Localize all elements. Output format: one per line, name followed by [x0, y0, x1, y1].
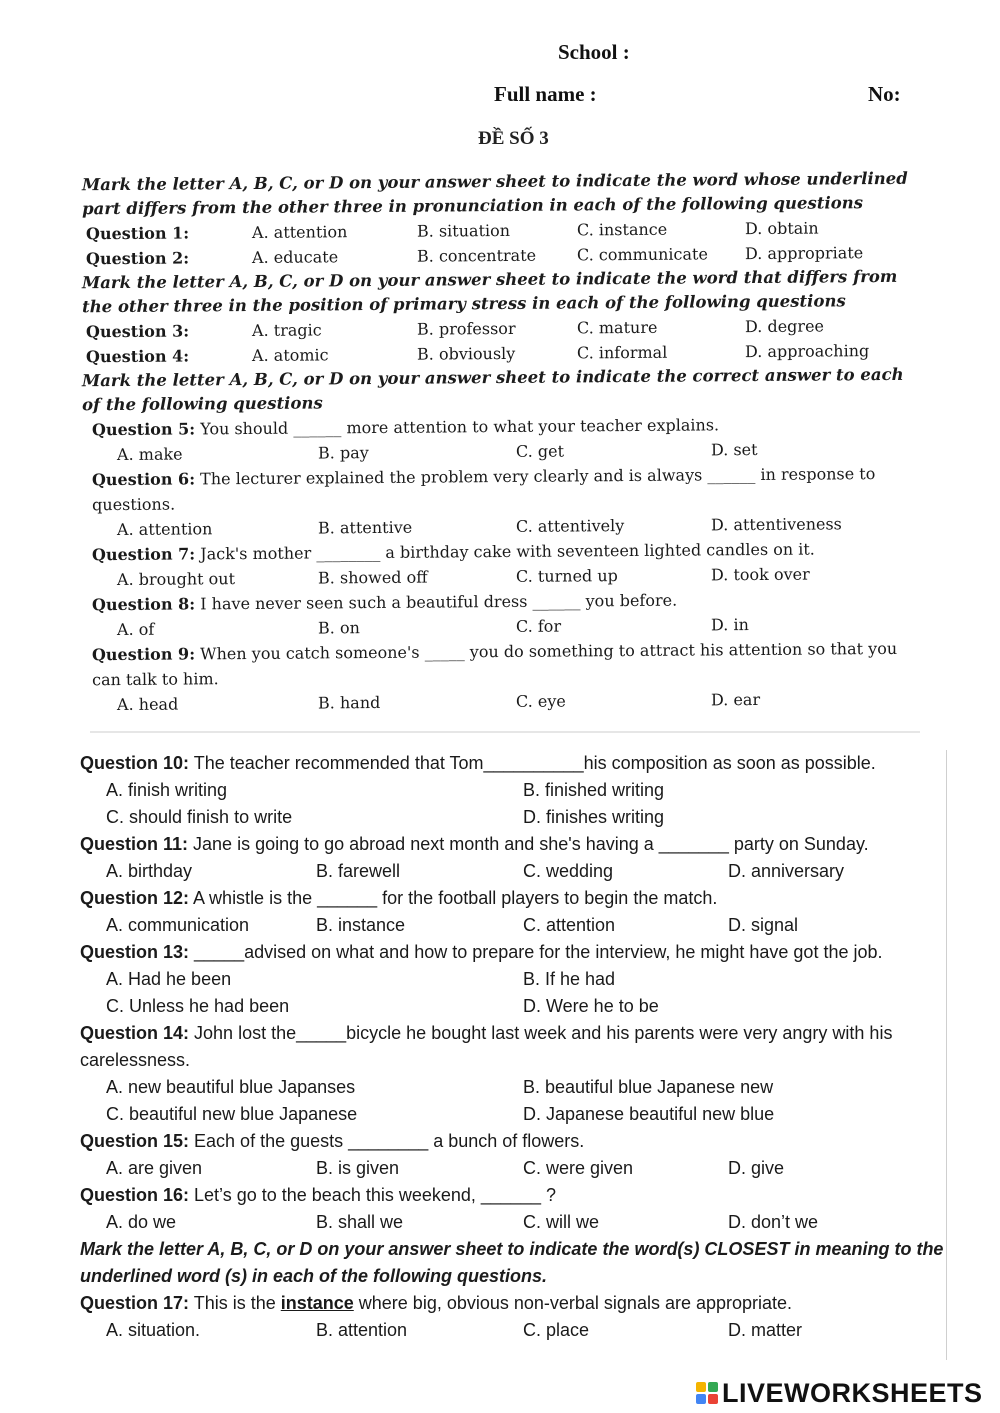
option-b[interactable]: B. concentrate	[416, 245, 537, 266]
question-label: Question 9:	[91, 644, 196, 665]
question-13-options-cd	[80, 993, 948, 1020]
question-text: The lecturer explained the problem very clearly and is always ______ in response to questions.	[92, 464, 876, 515]
question-17	[80, 1290, 948, 1317]
option-c[interactable]: C. will we	[523, 1212, 600, 1232]
question-label: Question 2:	[85, 248, 190, 269]
option-d[interactable]: D. give	[728, 1158, 785, 1178]
question-label: Question 10:	[80, 753, 190, 773]
option-c[interactable]: C. wedding	[523, 861, 614, 881]
question-6	[82, 461, 922, 518]
instruction-stress: Mark the letter A, B, C, or D on your answer sheet to indicate the word that differs from the other three in the position of primary stress in each of the following questions	[81, 266, 898, 317]
question-label: Question 1:	[85, 223, 190, 244]
question-label: Question 16:	[80, 1185, 190, 1205]
question-11-options	[80, 858, 948, 885]
option-c[interactable]: C. should finish to write	[106, 807, 293, 827]
option-c[interactable]: C. communicate	[576, 244, 708, 265]
option-d[interactable]: D. degree	[744, 316, 825, 337]
option-d[interactable]: D. Were he to be	[523, 996, 659, 1016]
question-label: Question 5:	[91, 419, 196, 440]
option-c[interactable]: C. Unless he had been	[106, 996, 290, 1016]
option-b[interactable]: B. showed off	[317, 567, 428, 588]
question-text: John lost the_____bicycle he bought last week and his parents were very angry with his carelessness.	[80, 1023, 893, 1070]
option-b[interactable]: B. shall we	[316, 1212, 404, 1232]
question-label: Question 12:	[80, 888, 190, 908]
option-b[interactable]: B. If he had	[523, 969, 616, 989]
question-15-options	[80, 1155, 948, 1182]
question-text: When you catch someone's _____ you do something to attract his attention so that you can talk to him.	[92, 638, 898, 690]
question-14	[80, 1020, 948, 1074]
page-title: ĐỀ SỐ 3	[478, 128, 549, 149]
option-d[interactable]: D. set	[710, 439, 758, 460]
option-d[interactable]: D. in	[710, 615, 749, 635]
question-label: Question 15:	[80, 1131, 190, 1151]
option-c[interactable]: C. place	[523, 1320, 590, 1340]
option-b[interactable]: B. obviously	[416, 343, 516, 364]
question-label: Question 8:	[91, 594, 196, 615]
option-a[interactable]: A. are given	[106, 1158, 203, 1178]
worksheet-part2	[80, 750, 948, 1344]
question-15	[80, 1128, 948, 1155]
option-b[interactable]: B. is given	[316, 1158, 400, 1178]
brand-name: LIVEWORKSHEETS	[722, 1377, 983, 1408]
option-a[interactable]: A. attention	[116, 519, 213, 540]
question-text: Jane is going to go abroad next month and she's having a _______ party on Sunday.	[188, 834, 869, 854]
question-label: Question 11:	[80, 834, 189, 854]
option-a[interactable]: A. tragic	[251, 320, 322, 340]
option-b[interactable]: B. farewell	[316, 861, 401, 881]
option-c[interactable]: C. mature	[576, 317, 658, 338]
option-d[interactable]: D. signal	[728, 915, 799, 935]
option-a[interactable]: A. of	[116, 619, 155, 640]
question-label: Question 7:	[91, 544, 196, 565]
underlined-word: instance	[280, 1293, 354, 1313]
option-b[interactable]: B. instance	[316, 915, 406, 935]
logo-square-red	[708, 1394, 718, 1404]
question-10-options-ab	[80, 777, 948, 804]
question-text: I have never seen such a beautiful dress ______ you before.	[195, 590, 678, 614]
question-16-options	[80, 1209, 948, 1236]
option-a[interactable]: A. make	[116, 444, 183, 465]
question-10	[80, 750, 948, 777]
option-d[interactable]: D. finishes writing	[523, 807, 665, 827]
instruction-correct-answer: Mark the letter A, B, C, or D on your answer sheet to indicate the correct answer to each of the following questions	[81, 364, 904, 415]
logo-square-green	[708, 1382, 718, 1392]
question-11	[80, 831, 948, 858]
question-text: This is the	[189, 1293, 281, 1313]
option-b[interactable]: B. finished writing	[523, 780, 665, 800]
option-d[interactable]: D. obtain	[744, 218, 819, 239]
question-text: The teacher recommended that Tom__________his composition as soon as possible.	[189, 753, 876, 773]
option-d[interactable]: D. approaching	[744, 341, 870, 362]
option-d[interactable]: D. appropriate	[744, 243, 864, 264]
question-text: A whistle is the ______ for the football players to begin the match.	[189, 888, 718, 908]
option-a[interactable]: A. atomic	[251, 345, 329, 365]
instruction-pronunciation: Mark the letter A, B, C, or D on your answer sheet to indicate the word whose underlined part differs from the other three in pronunciation in each of the following questions	[81, 168, 908, 219]
option-c[interactable]: C. informal	[576, 342, 668, 363]
option-a[interactable]: A. attention	[251, 222, 348, 242]
school-label: School :	[558, 40, 630, 64]
question-16	[80, 1182, 948, 1209]
option-b[interactable]: B. hand	[317, 692, 381, 713]
option-d[interactable]: D. attentiveness	[710, 514, 842, 535]
option-a[interactable]: A. Had he been	[106, 969, 232, 989]
question-text: You should ______ more attention to what your teacher explains.	[195, 415, 720, 439]
question-label: Question 4:	[85, 346, 190, 367]
option-b[interactable]: B. attentive	[317, 517, 413, 538]
worksheet-part1	[82, 170, 922, 714]
option-d[interactable]: D. anniversary	[728, 861, 845, 881]
option-a[interactable]: A. head	[116, 694, 179, 715]
question-17-options	[80, 1317, 948, 1344]
option-b[interactable]: B. on	[317, 618, 360, 638]
option-a[interactable]: A. finish writing	[106, 780, 228, 800]
option-a[interactable]: A. birthday	[106, 861, 193, 881]
option-c[interactable]: C. eye	[515, 691, 566, 711]
option-c[interactable]: C. turned up	[515, 566, 618, 586]
question-text: Let’s go to the beach this weekend, ______ ?	[189, 1185, 556, 1205]
option-a[interactable]: A. new beautiful blue Japanses	[106, 1077, 356, 1097]
option-a[interactable]: A. situation.	[106, 1320, 201, 1340]
option-a[interactable]: A. educate	[251, 247, 339, 267]
option-c[interactable]: C. for	[515, 616, 562, 636]
fullname-label: Full name :	[494, 82, 597, 106]
instruction-closest-meaning: Mark the letter A, B, C, or D on your answer sheet to indicate the word(s) CLOSEST in meaning to the underlined word (s) in each of the following questions.	[80, 1239, 944, 1286]
option-b[interactable]: B. professor	[416, 318, 516, 339]
option-d[interactable]: D. matter	[728, 1320, 803, 1340]
question-label: Question 13:	[80, 942, 190, 962]
option-a[interactable]: A. communication	[106, 915, 250, 935]
option-c[interactable]: C. get	[515, 441, 565, 461]
option-d[interactable]: D. took over	[710, 564, 810, 585]
question-14-options-cd	[80, 1101, 948, 1128]
option-c[interactable]: C. instance	[576, 219, 668, 240]
question-label: Question 6:	[91, 469, 196, 490]
question-12	[80, 885, 948, 912]
question-label: Question 14:	[80, 1023, 190, 1043]
question-9-options	[82, 686, 922, 718]
option-b[interactable]: B. attention	[316, 1320, 408, 1340]
question-text: Each of the guests ________ a bunch of flowers.	[189, 1131, 585, 1151]
question-12-options	[80, 912, 948, 939]
option-d[interactable]: D. Japanese beautiful new blue	[523, 1104, 775, 1124]
question-9	[82, 636, 922, 693]
option-c[interactable]: C. attention	[523, 915, 616, 935]
page-divider	[90, 731, 920, 733]
option-d[interactable]: D. don’t we	[728, 1212, 819, 1232]
option-c[interactable]: C. attentively	[515, 516, 625, 536]
option-a[interactable]: A. brought out	[116, 569, 236, 590]
logo-square-yellow	[696, 1382, 706, 1392]
option-b[interactable]: B. situation	[416, 220, 511, 241]
question-13	[80, 939, 948, 966]
liveworksheets-logo[interactable]	[696, 1378, 983, 1408]
question-13-options-ab	[80, 966, 948, 993]
option-c[interactable]: C. were given	[523, 1158, 634, 1178]
option-c[interactable]: C. beautiful new blue Japanese	[106, 1104, 358, 1124]
liveworksheets-icon	[696, 1382, 718, 1404]
number-label: No:	[868, 82, 901, 106]
option-a[interactable]: A. do we	[106, 1212, 177, 1232]
option-d[interactable]: D. ear	[710, 689, 761, 710]
option-b[interactable]: B. beautiful blue Japanese new	[523, 1077, 774, 1097]
question-14-options-ab	[80, 1074, 948, 1101]
question-text: _____advised on what and how to prepare for the interview, he might have got the job.	[189, 942, 883, 962]
logo-square-blue	[696, 1394, 706, 1404]
option-b[interactable]: B. pay	[317, 443, 369, 463]
question-10-options-cd	[80, 804, 948, 831]
question-label: Question 3:	[85, 321, 190, 342]
question-text-end: where big, obvious non-verbal signals are appropriate.	[353, 1293, 793, 1313]
question-text: Jack's mother ________ a birthday cake with seventeen lighted candles on it.	[195, 539, 815, 564]
question-label: Question 17:	[80, 1293, 190, 1313]
